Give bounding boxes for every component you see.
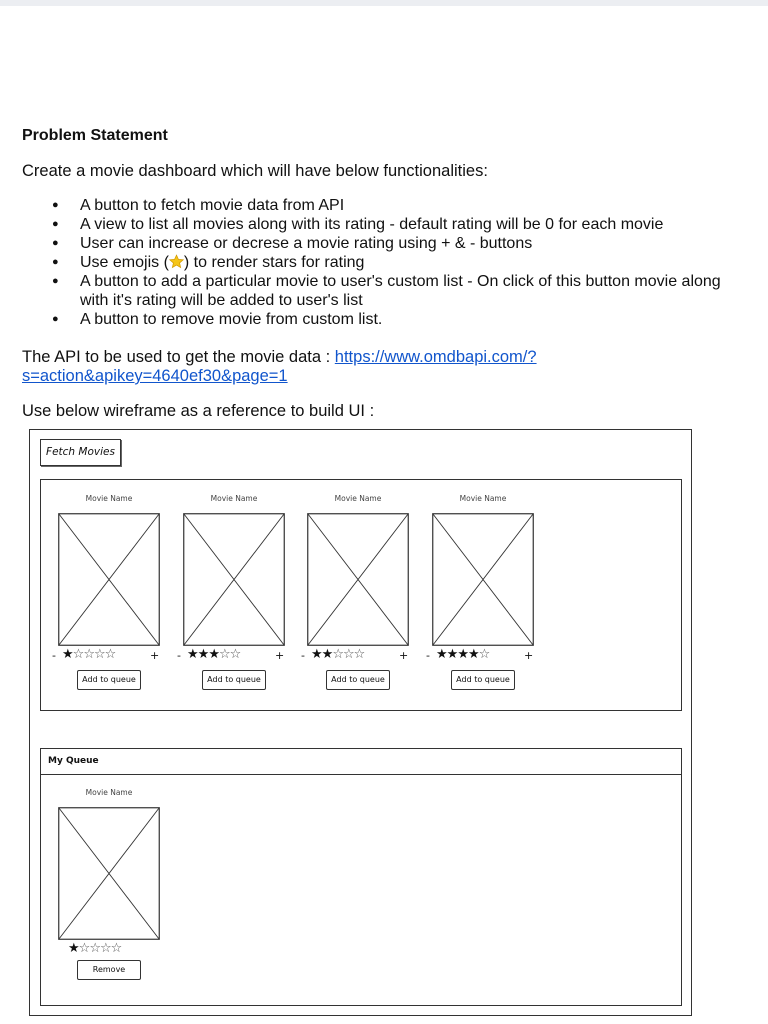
page-title: Problem Statement: [22, 127, 168, 144]
emoji-req-after: ) to render stars for rating: [183, 254, 365, 271]
star-empty-icon[interactable]: ☆: [72, 647, 84, 662]
star-filled-icon[interactable]: ★: [187, 647, 198, 662]
star-empty-icon[interactable]: ☆: [99, 941, 111, 956]
star-filled-icon[interactable]: ★: [467, 647, 479, 662]
star-filled-icon[interactable]: ★: [446, 647, 458, 662]
movie-name: Movie Name: [210, 494, 258, 503]
intro-text: Create a movie dashboard which will have below functionalities:: [22, 162, 488, 180]
emoji-req-before: Use emojis (: [80, 254, 169, 271]
remove-button[interactable]: Remove: [77, 960, 141, 980]
star-rating: [311, 647, 364, 662]
star-filled-icon[interactable]: ★: [62, 647, 73, 662]
star-filled-icon[interactable]: ★: [321, 647, 333, 662]
add-to-queue-button[interactable]: Add to queue: [77, 670, 141, 690]
api-text: The API to be used to get the movie data :: [22, 348, 335, 366]
poster-placeholder-icon: [58, 513, 160, 646]
movie-name: Movie Name: [85, 494, 133, 503]
rating-row: [52, 943, 168, 959]
star-rating: [187, 647, 240, 662]
poster-placeholder-icon: [432, 513, 534, 646]
poster-placeholder-icon: [58, 807, 160, 940]
star-rating: [68, 941, 121, 956]
queue-header: [40, 748, 682, 775]
decrease-rating-button[interactable]: -: [177, 649, 181, 662]
requirements-list: [22, 196, 752, 329]
star-empty-icon[interactable]: ☆: [110, 941, 122, 956]
decrease-rating-button[interactable]: -: [301, 649, 305, 662]
poster-placeholder-icon: [307, 513, 409, 646]
movie-name: Movie Name: [334, 494, 382, 503]
star-filled-icon[interactable]: ★: [208, 647, 219, 662]
fetch-movies-button[interactable]: Fetch Movies: [40, 439, 121, 466]
increase-rating-button[interactable]: +: [524, 649, 534, 662]
star-empty-icon[interactable]: ☆: [89, 941, 100, 956]
list-item: ● A button to fetch movie data from API: [22, 196, 752, 215]
rating-row: [426, 649, 542, 665]
increase-rating-button[interactable]: +: [275, 649, 285, 662]
star-rating: [436, 647, 489, 662]
star-filled-icon[interactable]: ★: [436, 647, 447, 662]
api-link[interactable]: https://www.omdbapi.com/?s=action&apikey=4640ef30&page=1: [22, 348, 537, 385]
list-item: ● User can increase or decrese a movie rating using + & - buttons: [22, 234, 752, 253]
add-to-queue-button[interactable]: Add to queue: [326, 670, 390, 690]
increase-rating-button[interactable]: +: [150, 649, 160, 662]
list-item: [22, 253, 752, 272]
star-rating: [62, 647, 115, 662]
api-line: [22, 348, 622, 386]
add-to-queue-button[interactable]: Add to queue: [451, 670, 515, 690]
star-empty-icon[interactable]: ☆: [78, 941, 90, 956]
star-empty-icon[interactable]: ☆: [478, 647, 490, 662]
star-emoji-icon: [169, 254, 184, 269]
top-bar: [0, 0, 768, 6]
movie-name: Movie Name: [459, 494, 507, 503]
movie-name: Movie Name: [85, 788, 133, 797]
star-empty-icon[interactable]: ☆: [353, 647, 365, 662]
star-empty-icon[interactable]: ☆: [229, 647, 241, 662]
rating-row: [177, 649, 293, 665]
star-empty-icon[interactable]: ☆: [93, 647, 105, 662]
list-item: ● A view to list all movies along with its rating - default rating will be 0 for each movie: [22, 215, 752, 234]
decrease-rating-button[interactable]: -: [426, 649, 430, 662]
list-item: ● A button to remove movie from custom list.: [22, 310, 752, 329]
star-filled-icon[interactable]: ★: [197, 647, 209, 662]
queue-title: My Queue: [48, 756, 99, 766]
poster-placeholder-icon: [183, 513, 285, 646]
rating-row: [52, 649, 168, 665]
star-filled-icon[interactable]: ★: [311, 647, 322, 662]
star-filled-icon[interactable]: ★: [68, 941, 79, 956]
star-empty-icon[interactable]: ☆: [104, 647, 116, 662]
rating-row: [301, 649, 417, 665]
star-empty-icon[interactable]: ☆: [342, 647, 354, 662]
wireframe-intro: Use below wireframe as a reference to build UI :: [22, 402, 375, 420]
star-filled-icon[interactable]: ★: [457, 647, 468, 662]
list-item: ● A button to add a particular movie to user's custom list - On click of this button movie along with it's rating will be added to user's list: [22, 272, 752, 310]
star-empty-icon[interactable]: ☆: [218, 647, 230, 662]
star-empty-icon[interactable]: ☆: [83, 647, 94, 662]
add-to-queue-button[interactable]: Add to queue: [202, 670, 266, 690]
decrease-rating-button[interactable]: -: [52, 649, 56, 662]
star-empty-icon[interactable]: ☆: [332, 647, 343, 662]
increase-rating-button[interactable]: +: [399, 649, 409, 662]
